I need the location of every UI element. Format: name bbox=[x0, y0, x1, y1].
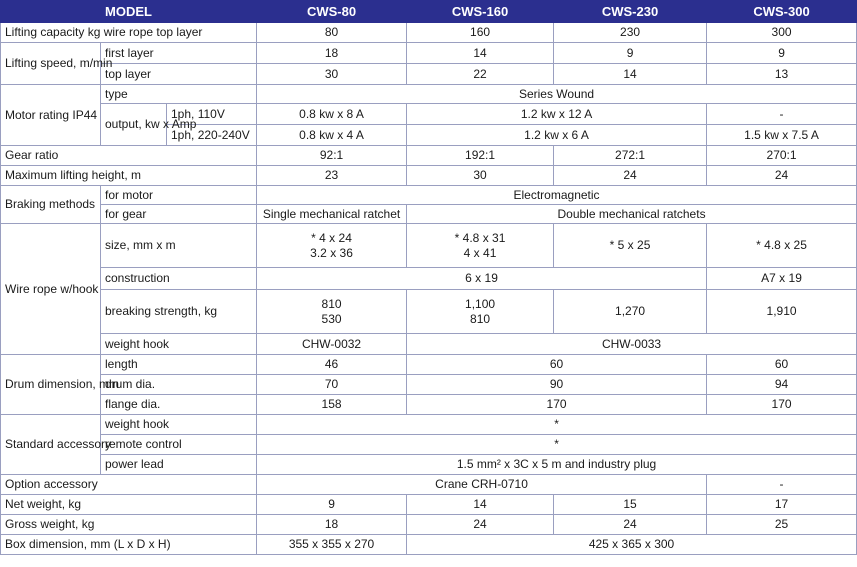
label-top-layer: top layer bbox=[101, 64, 257, 85]
cell-value: 158 bbox=[257, 395, 407, 415]
cell-value: * 5 x 25 bbox=[554, 224, 707, 268]
cell-line: 4 x 41 bbox=[463, 245, 497, 260]
cell-value: 170 bbox=[407, 395, 707, 415]
label-motor-type: type bbox=[101, 85, 257, 104]
cell-value: 60 bbox=[707, 355, 857, 375]
cell-value: 170 bbox=[707, 395, 857, 415]
label-drum-dia: drum dia. bbox=[101, 375, 257, 395]
cell-value: Single mechanical ratchet bbox=[257, 205, 407, 224]
cell-value: 355 x 355 x 270 bbox=[257, 535, 407, 555]
label-rope-size: size, mm x m bbox=[101, 224, 257, 268]
label-breaking-strength: breaking strength, kg bbox=[101, 290, 257, 334]
row-braking-gear bbox=[1, 205, 857, 224]
row-gross-weight bbox=[1, 515, 857, 535]
cell-value: 300 bbox=[707, 23, 857, 43]
cell-line: 810 bbox=[470, 311, 491, 326]
cell-value: 1.2 kw x 6 A bbox=[407, 125, 707, 146]
row-wire-rope-breaking bbox=[1, 290, 857, 334]
cell-value: Double mechanical ratchets bbox=[407, 205, 857, 224]
cell-value: 13 bbox=[707, 64, 857, 85]
label-net-weight: Net weight, kg bbox=[1, 495, 257, 515]
label-for-motor: for motor bbox=[101, 186, 257, 205]
cell-value: 0.8 kw x 8 A bbox=[257, 104, 407, 125]
cell-value: 0.8 kw x 4 A bbox=[257, 125, 407, 146]
label-remote-control: remote control bbox=[101, 435, 257, 455]
cell-value: * 4.8 x 25 bbox=[707, 224, 857, 268]
model-cws-230: CWS-230 bbox=[554, 1, 707, 23]
cell-value: Electromagnetic bbox=[257, 186, 857, 205]
label-gear-ratio: Gear ratio bbox=[1, 146, 257, 166]
cell-value: 1,270 bbox=[554, 290, 707, 334]
cell-value: 90 bbox=[407, 375, 707, 395]
row-lifting-speed-first bbox=[1, 43, 857, 64]
model-header: MODEL bbox=[1, 1, 257, 23]
cell-value: - bbox=[707, 475, 857, 495]
cell-value: Series Wound bbox=[257, 85, 857, 104]
row-motor-type bbox=[1, 85, 857, 104]
cell-value: 18 bbox=[257, 43, 407, 64]
label-flange-dia: flange dia. bbox=[101, 395, 257, 415]
cell-value: CHW-0032 bbox=[257, 334, 407, 355]
cell-value: 70 bbox=[257, 375, 407, 395]
cell-value: A7 x 19 bbox=[707, 268, 857, 290]
row-std-power bbox=[1, 455, 857, 475]
cell-value: 60 bbox=[407, 355, 707, 375]
cell-line: 810 bbox=[321, 297, 342, 312]
cell-value bbox=[407, 224, 554, 268]
row-drum-dia bbox=[1, 375, 857, 395]
cell-value: 1.2 kw x 12 A bbox=[407, 104, 707, 125]
row-wire-rope-size bbox=[1, 224, 857, 268]
cell-value: 94 bbox=[707, 375, 857, 395]
row-flange-dia bbox=[1, 395, 857, 415]
row-max-lifting-height bbox=[1, 166, 857, 186]
cell-value: 9 bbox=[554, 43, 707, 64]
label-max-lifting-height: Maximum lifting height, m bbox=[1, 166, 257, 186]
cell-value: 14 bbox=[554, 64, 707, 85]
label-gross-weight: Gross weight, kg bbox=[1, 515, 257, 535]
row-lifting-speed-top bbox=[1, 64, 857, 85]
cell-value: - bbox=[707, 104, 857, 125]
cell-value: 230 bbox=[554, 23, 707, 43]
cell-value: 30 bbox=[257, 64, 407, 85]
row-motor-110v bbox=[1, 104, 857, 125]
cell-value: 24 bbox=[554, 515, 707, 535]
cell-value: 270:1 bbox=[707, 146, 857, 166]
cell-value bbox=[257, 224, 407, 268]
row-wire-rope-hook bbox=[1, 334, 857, 355]
label-wire-rope: Wire rope w/hook bbox=[1, 224, 101, 355]
cell-value: 46 bbox=[257, 355, 407, 375]
row-std-remote bbox=[1, 435, 857, 455]
label-drum-length: length bbox=[101, 355, 257, 375]
cell-value: 9 bbox=[257, 495, 407, 515]
cell-value: 6 x 19 bbox=[257, 268, 707, 290]
label-weight-hook: weight hook bbox=[101, 334, 257, 355]
label-std-weight-hook: weight hook bbox=[101, 415, 257, 435]
cell-value: Crane CRH-0710 bbox=[257, 475, 707, 495]
cell-value: 272:1 bbox=[554, 146, 707, 166]
cell-value: 22 bbox=[407, 64, 554, 85]
cell-value: 1.5 mm² x 3C x 5 m and industry plug bbox=[257, 455, 857, 475]
row-wire-rope-construction bbox=[1, 268, 857, 290]
label-lifting-capacity: Lifting capacity kg wire rope top layer bbox=[1, 23, 257, 43]
cell-value: 30 bbox=[407, 166, 554, 186]
cell-value: 25 bbox=[707, 515, 857, 535]
label-box-dimension: Box dimension, mm (L x D x H) bbox=[1, 535, 257, 555]
cell-value: 14 bbox=[407, 495, 554, 515]
cell-value: 192:1 bbox=[407, 146, 554, 166]
label-for-gear: for gear bbox=[101, 205, 257, 224]
label-first-layer: first layer bbox=[101, 43, 257, 64]
header-row bbox=[1, 1, 857, 23]
row-drum-length bbox=[1, 355, 857, 375]
row-option-accessory bbox=[1, 475, 857, 495]
cell-value: 24 bbox=[554, 166, 707, 186]
cell-value bbox=[407, 290, 554, 334]
label-1ph-220v: 1ph, 220-240V bbox=[167, 125, 257, 146]
cell-line: 1,100 bbox=[465, 297, 496, 312]
model-cws-80: CWS-80 bbox=[257, 1, 407, 23]
cell-value: * bbox=[257, 435, 857, 455]
cell-value: 14 bbox=[407, 43, 554, 64]
cell-value: * bbox=[257, 415, 857, 435]
cell-value: 1.5 kw x 7.5 A bbox=[707, 125, 857, 146]
label-lifting-speed: Lifting speed, m/min bbox=[1, 43, 101, 85]
cell-value: CHW-0033 bbox=[407, 334, 857, 355]
cell-value bbox=[257, 290, 407, 334]
row-gear-ratio bbox=[1, 146, 857, 166]
label-motor-rating: Motor rating IP44 bbox=[1, 85, 101, 146]
label-construction: construction bbox=[101, 268, 257, 290]
label-braking-methods: Braking methods bbox=[1, 186, 101, 224]
cell-line: 3.2 x 36 bbox=[310, 245, 353, 260]
cell-value: 9 bbox=[707, 43, 857, 64]
label-drum-dimension: Drum dimension, mm bbox=[1, 355, 101, 415]
cell-value: 160 bbox=[407, 23, 554, 43]
cell-line: * 4.8 x 31 bbox=[454, 231, 506, 246]
cell-value: 18 bbox=[257, 515, 407, 535]
cell-value: 80 bbox=[257, 23, 407, 43]
cell-line: * 4 x 24 bbox=[311, 231, 352, 246]
model-cws-160: CWS-160 bbox=[407, 1, 554, 23]
cell-value: 24 bbox=[407, 515, 554, 535]
label-power-lead: power lead bbox=[101, 455, 257, 475]
cell-value: 425 x 365 x 300 bbox=[407, 535, 857, 555]
row-std-hook bbox=[1, 415, 857, 435]
cell-value: 24 bbox=[707, 166, 857, 186]
cell-value: 92:1 bbox=[257, 146, 407, 166]
cell-line: 530 bbox=[321, 311, 342, 326]
row-net-weight bbox=[1, 495, 857, 515]
label-motor-output: output, kw x Amp bbox=[101, 104, 167, 146]
cell-value: 15 bbox=[554, 495, 707, 515]
row-box-dimension bbox=[1, 535, 857, 555]
label-standard-accessory: Standard accessory bbox=[1, 415, 101, 475]
label-option-accessory: Option accessory bbox=[1, 475, 257, 495]
model-cws-300: CWS-300 bbox=[707, 1, 857, 23]
row-lifting-capacity bbox=[1, 23, 857, 43]
label-1ph-110v: 1ph, 110V bbox=[167, 104, 257, 125]
cell-value: 1,910 bbox=[707, 290, 857, 334]
cell-value: 17 bbox=[707, 495, 857, 515]
cell-value: 23 bbox=[257, 166, 407, 186]
row-braking-motor bbox=[1, 186, 857, 205]
